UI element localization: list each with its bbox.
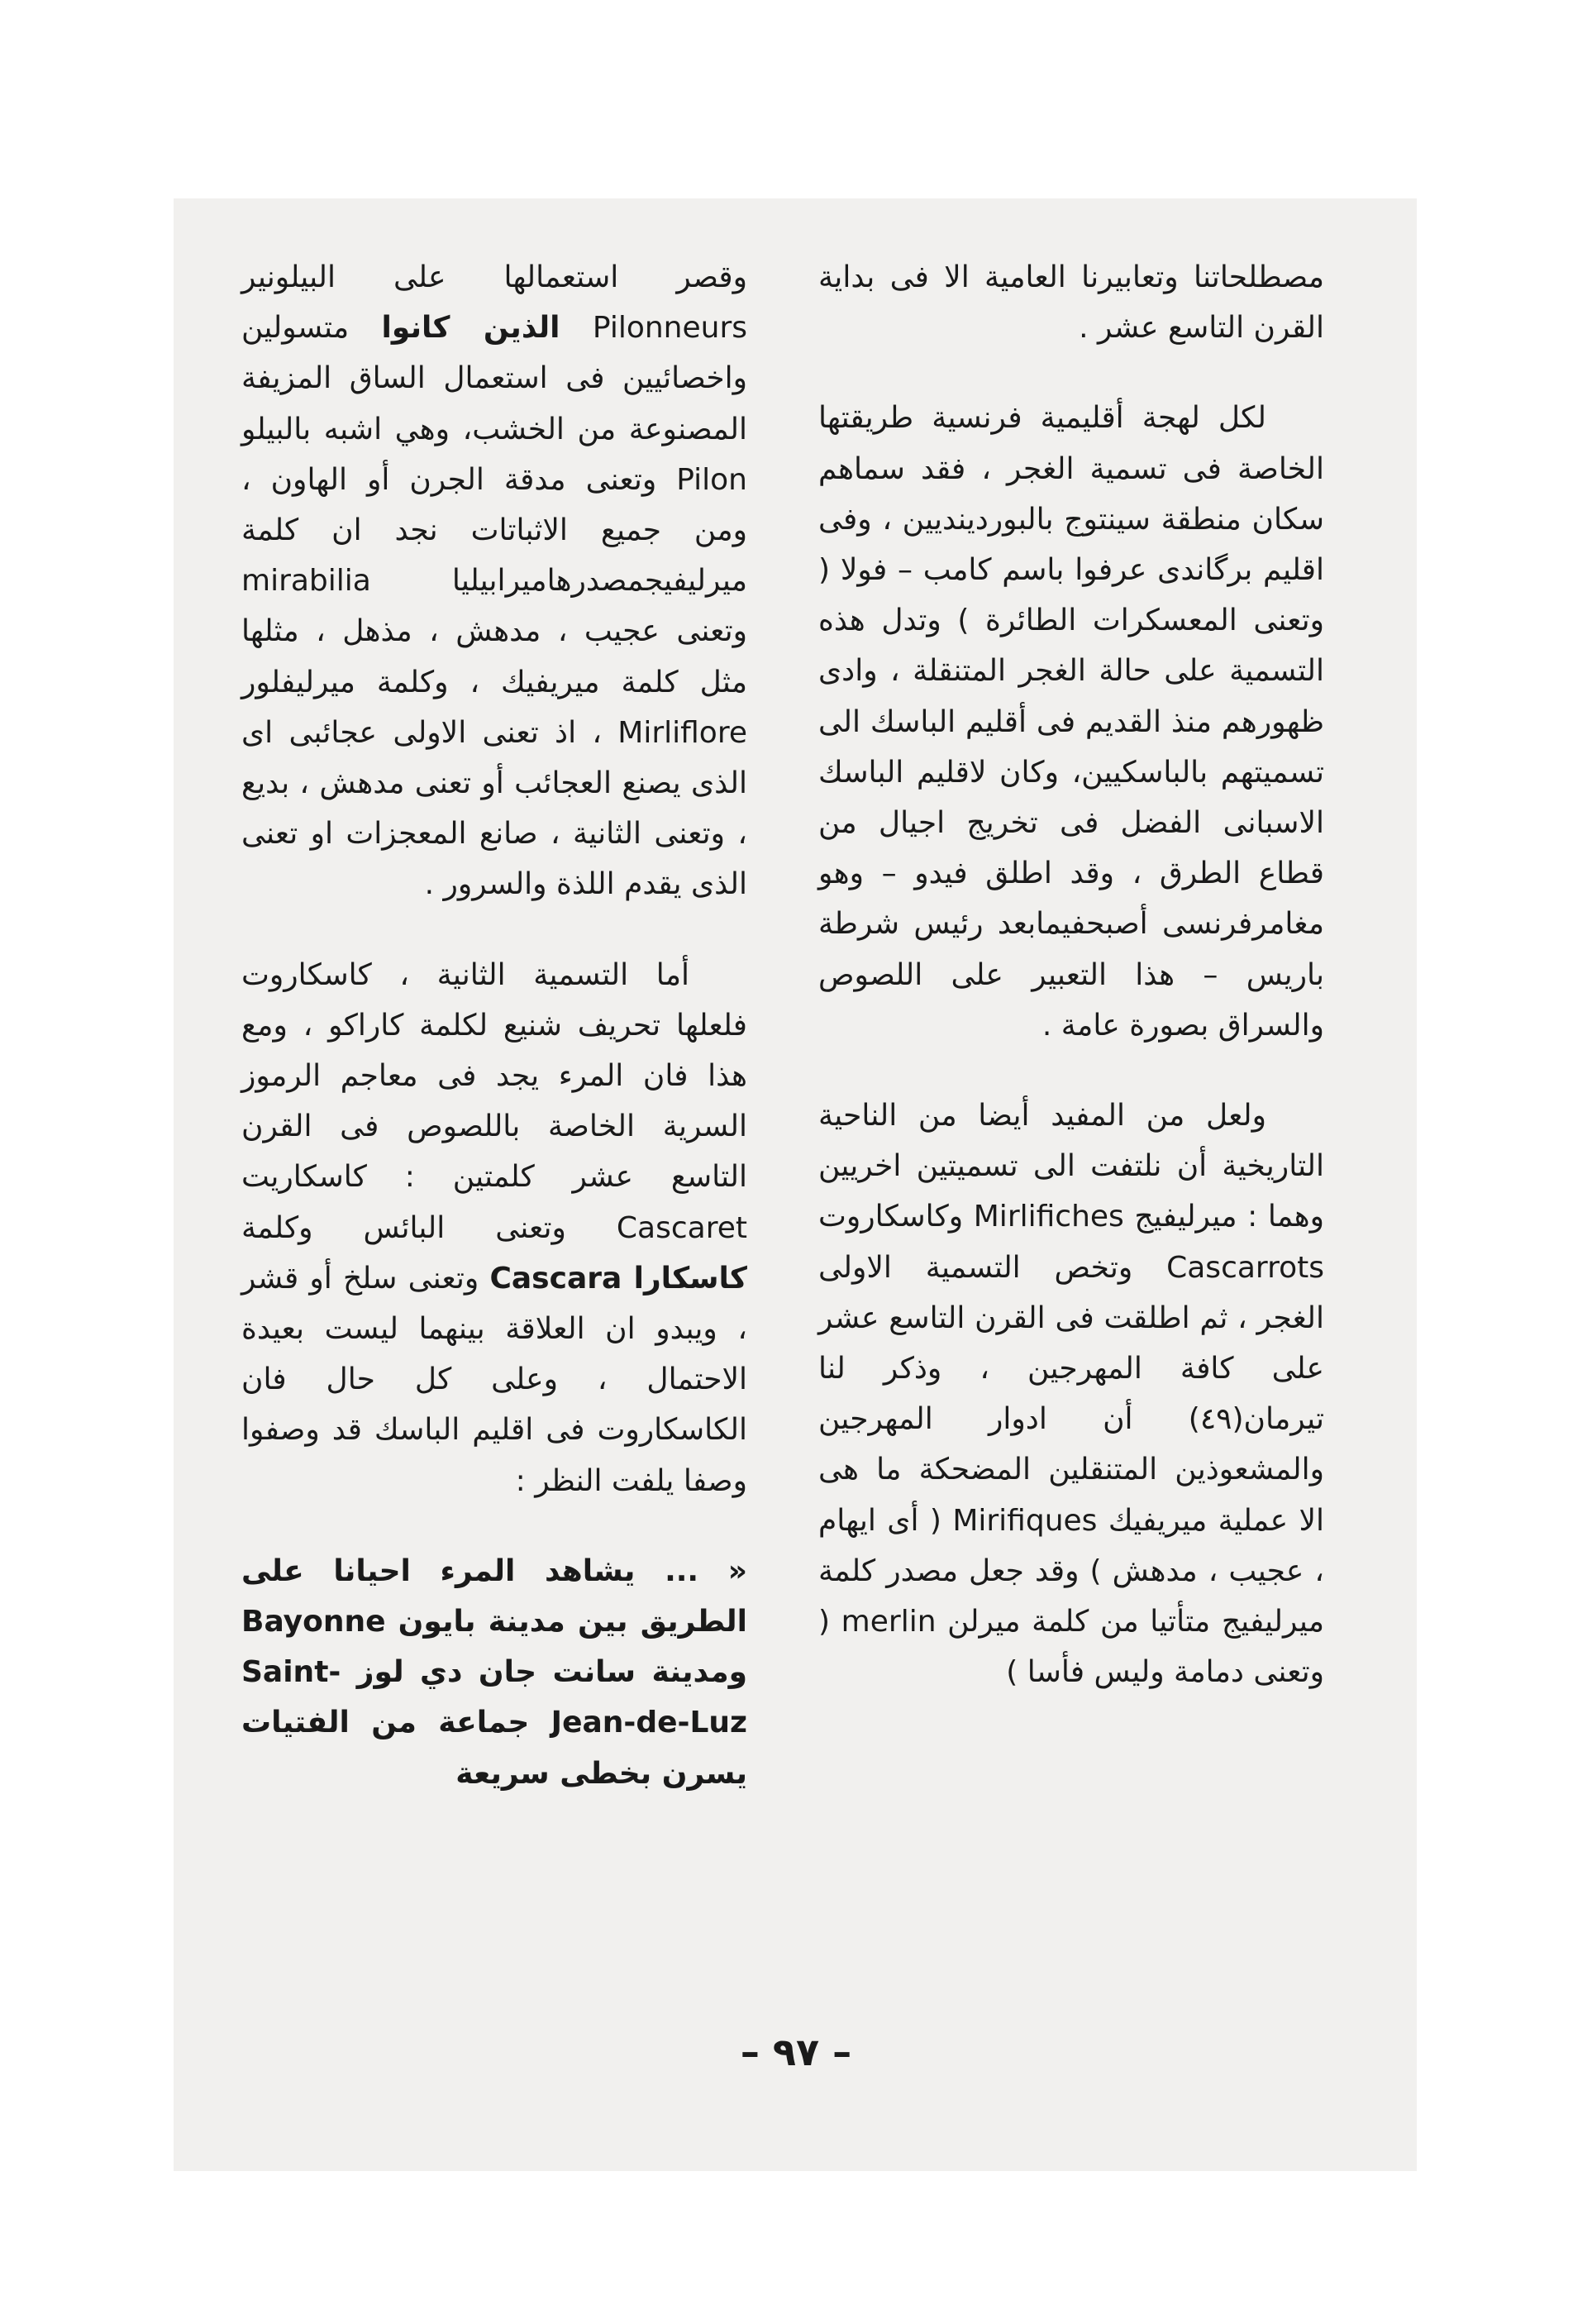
right-paragraph-2: لكل لهجة أقليمية فرنسية طريقتها الخاصة فى تسمية الغجر ، فقد سماهم سكان منطقة سينتوج بالبوردينديين ، وفى اقليم برگاندى عرفوا باسم كامب – فولا ( وتعنى المعسكرات الطائرة ) وتدل هذه التسمية على حالة الغجر المتنقلة ، وادى ظهورهم منذ القديم فى أقليم الباسك الى تسميتهم بالباسكيين، وكان لاقليم الباسك الاسبانى الفضل فى تخريج اجيال من قطاع الطرق ، وقد اطلق فيدو – وهو مغامرفرنسى أصبحفيمابعد رئيس شرطة باريس – هذا التعبير على اللصوص والسراق بصورة عامة .	[818, 401, 1324, 1043]
left-paragraph-1	[241, 252, 747, 910]
left-paragraph-1-rest: متسولين واخصائيين فى استعمال الساق المزيفة المصنوعة من الخشب، وهي اشبه بالبيلو Pilon وتعنى مدقة الجرن أو الهاون ، ومن جميع الاثباتات نجد ان كلمة ميرليفيجمصدرهاميرابيليا mirabilia وتعنى عجيب ، مدهش ، مذهل ، مثلها مثل كلمة ميريفيك ، وكلمة ميرليفلور Mirliflore ، اذ تعنى الاولى عجائبى اى الذى يصنع العجائب أو تعنى مدهش ، بديع ، وتعنى الثانية ، صانع المعجزات او تعنى الذى يقدم اللذة والسرور .	[241, 311, 747, 902]
left-paragraph-1-intro: وقصر استعمالها على البيلونير Pilonneurs	[241, 260, 748, 346]
left-paragraph-2-bold: كاسكارا Cascara	[489, 1261, 747, 1296]
left-paragraph-2-part-1: أما التسمية الثانية ، كاسكاروت فلعلها تحريف شنيع لكلمة كاراكو ، ومع هذا فان المرء يجد فى معاجم الرموز السرية الخاصة باللصوص فى القرن التاسع عشر كلمتين : كاسكاريت Cascaret وتعنى البائس وكلمة	[241, 957, 747, 1245]
left-paragraph-1-bold: الذين كانوا	[381, 311, 560, 346]
page-number: – ٩٧ –	[740, 2030, 852, 2074]
right-paragraph-3: ولعل من المفيد أيضا من الناحية التاريخية أن نلتفت الى تسميتين اخريين وهما : ميرليفيج Mirlifiches وكاسكاروت Cascarrots وتخص التسمية الاولى الغجر ، ثم اطلقت فى القرن التاسع عشر على كافة المهرجين ، وذكر لنا تيرمان(٤٩) أن ادوار المهرجين والمشعوذين المتنقلين المضحكة ما هى الا عملية ميريفيك Mirifiques ( أى ايهام ، عجيب ، مدهش ) وقد جعل مصدر كلمة ميرليفيج متأتيا من كلمة ميرلن merlin ( وتعنى دمامة وليس فأسا )	[818, 1099, 1324, 1690]
right-paragraph-1: مصطلحاتنا وتعابيرنا العامية الا فى بداية القرن التاسع عشر .	[818, 260, 1324, 346]
left-quote: « ... يشاهد المرء احيانا على الطريق بين مدينة بايون Bayonne ومدينة سانت جان دي لوز Saint-Jean-de-Luz جماعة من الفتيات يسرن بخطى سريعة	[241, 1553, 747, 1791]
left-column	[241, 252, 747, 1799]
left-paragraph-2	[241, 950, 747, 1506]
right-column	[818, 252, 1324, 1697]
left-paragraph-2-part-2: وتعنى سلخ أو قشر ، ويبدو ان العلاقة بينهما ليست بعيدة الاحتمال ، وعلى كل حال فان الكاسكاروت فى اقليم الباسك قد وصفوا وصفا يلفت النظر :	[241, 1261, 747, 1498]
